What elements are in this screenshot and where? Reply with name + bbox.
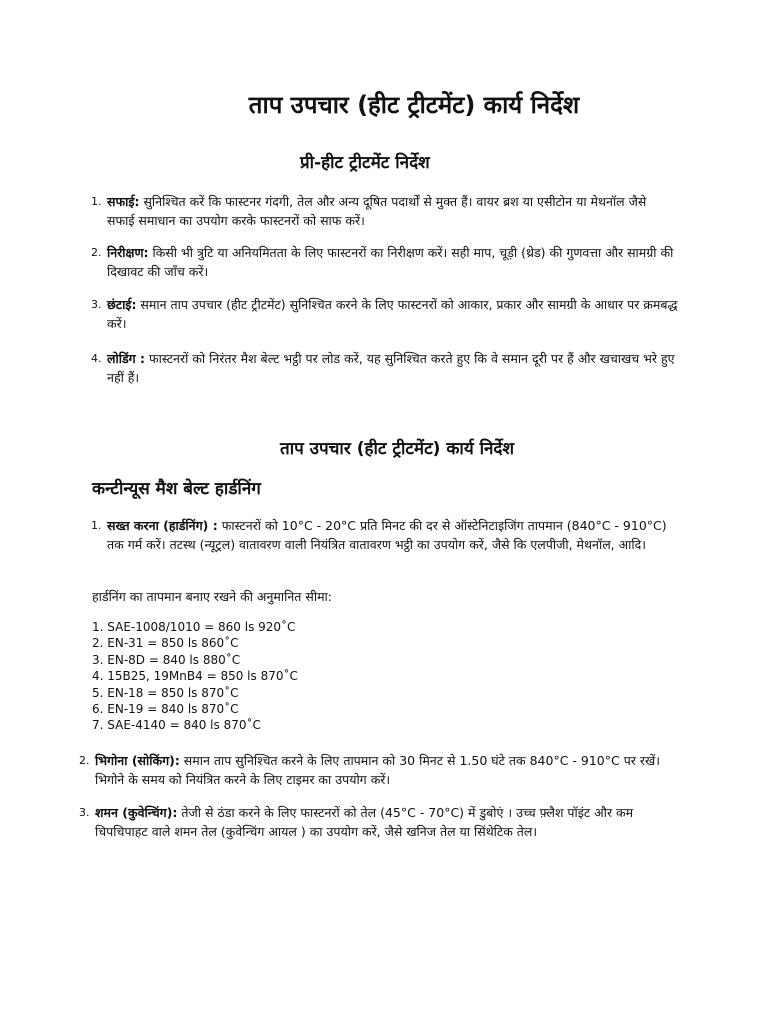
pre-section-heading: प्री-हीट ट्रीटमेंट निर्देश [300, 153, 430, 173]
page-title: ताप उपचार (हीट ट्रीटमेंट) कार्य निर्देश [248, 91, 580, 119]
item-text: फास्टनरों को निरंतर मैश बेल्ट भट्ठी पर लोड करें, यह सुनिश्चित करते हुए कि वे समान दूरी पर हैं और खचाखच भरे हुए नहीं हैं। [107, 351, 675, 385]
item-label: शमन (कुवेन्चिंग): [95, 805, 178, 820]
list-item [91, 349, 687, 387]
list-number: 3. [91, 298, 102, 311]
item-text: फास्टनरों को 10°C - 20°C प्रति मिनट की दर से ऑस्टेनिटाइजिंग तापमान (840°C - 910°C) तक गर्म करें। तटस्थ (न्यूट्रल) वातावरण वाली नियंत्रित वातावरण भट्ठी का उपयोग करें, जैसे कि एलपीजी, मेथनॉल, आदि। [107, 518, 667, 552]
item-text: समान ताप सुनिश्चित करने के लिए तापमान को 30 मिनट से 1.50 घंटे तक 840°C - 910°C पर रखें। भिगोने के समय को नियंत्रित करने के लिए टाइमर का उपयोग करें। [95, 753, 660, 787]
list-item [91, 295, 687, 333]
grade-item: 2. EN-31 = 850 ls 860˚C [92, 636, 239, 651]
item-text: समान ताप उपचार (हीट ट्रीटमेंट) सुनिश्चित करने के लिए फास्टनरों को आकार, प्रकार और सामग्री के आधार पर क्रमबद्ध करें। [107, 297, 678, 331]
list-item [79, 803, 675, 841]
item-label: निरीक्षण: [107, 245, 149, 260]
item-text: किसी भी त्रुटि या अनियमितता के लिए फास्टनरों का निरीक्षण करें। सही माप, चूड़ी (थ्रेड) की गुणवत्ता और सामग्री की दिखावट की जाँच करें। [107, 245, 674, 279]
range-intro: हार्डनिंग का तापमान बनाए रखने की अनुमानित सीमा: [92, 589, 332, 604]
list-number: 1. [91, 519, 102, 532]
item-label: छंटाई: [107, 297, 137, 312]
grade-list [92, 619, 298, 734]
item-label: भिगोना (सोकिंग): [95, 753, 180, 768]
grade-item: 7. SAE-4140 = 840 ls 870˚C [92, 718, 261, 733]
list-item [79, 751, 685, 789]
grade-item: 5. EN-18 = 850 ls 870˚C [92, 685, 239, 700]
grade-item: 4. 15B25, 19MnB4 = 850 ls 870˚C [92, 669, 298, 684]
list-item [91, 516, 687, 554]
main-section-heading: ताप उपचार (हीट ट्रीटमेंट) कार्य निर्देश [280, 439, 515, 459]
list-number: 1. [91, 195, 102, 208]
item-label: लोडिंग : [107, 351, 146, 366]
item-text: तेजी से ठंडा करने के लिए फास्टनरों को तेल (45°C - 70°C) में डुबोएं । उच्च फ़्लैश पॉइंट और कम चिपचिपाहट वाले शमन तेल (कुवेन्चिंग आयल ) का उपयोग करें, जैसे खनिज तेल या सिंथेटिक तेल। [95, 805, 634, 839]
item-text: सुनिश्चित करें कि फास्टनर गंदगी, तेल और अन्य दूषित पदार्थों से मुक्त हैं। वायर ब्रश या एसीटोन या मेथनॉल जैसे सफाई समाधान का उपयोग करके फास्टनरों को साफ करें। [107, 194, 647, 228]
list-item [91, 243, 677, 281]
item-label: सख्त करना (हार्डनिंग) : [107, 518, 218, 533]
list-item [91, 192, 667, 230]
grade-item: 6. EN-19 = 840 ls 870˚C [92, 702, 239, 717]
grade-item: 3. EN-8D = 840 ls 880˚C [92, 652, 241, 667]
main-section-subheading: कन्टीन्यूस मैश बेल्ट हार्डनिंग [92, 479, 261, 499]
list-number: 2. [91, 246, 102, 259]
list-number: 2. [79, 754, 90, 767]
list-number: 3. [79, 806, 90, 819]
list-number: 4. [91, 352, 102, 365]
grade-item: 1. SAE-1008/1010 = 860 ls 920˚C [92, 620, 296, 634]
item-label: सफाई: [107, 194, 140, 209]
